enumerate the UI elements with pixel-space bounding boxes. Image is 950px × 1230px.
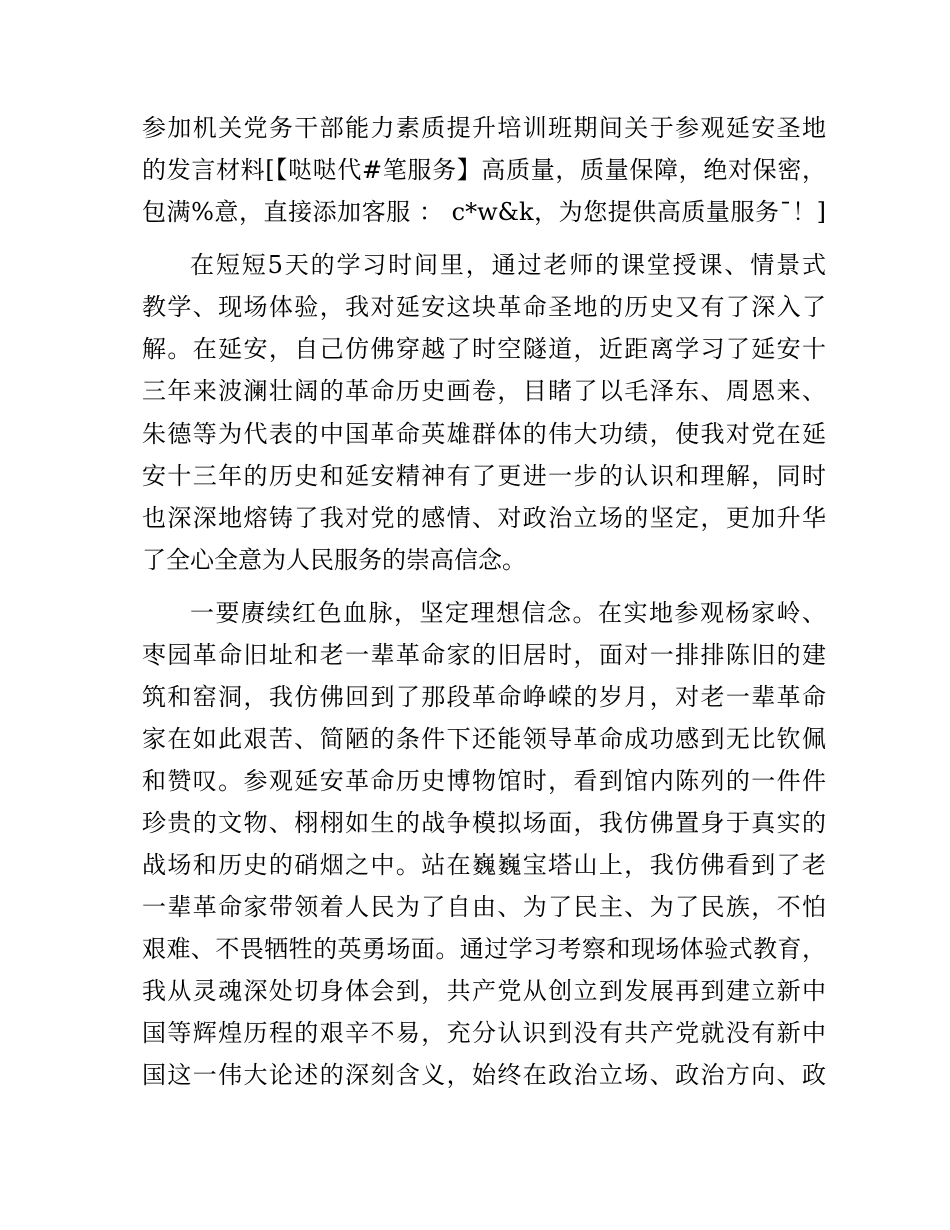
paragraph-line: 和赞叹。参观延安革命历史博物馆时，看到馆内陈列的一件件 [142, 767, 826, 795]
paragraph-line: 珍贵的文物、栩栩如生的战争模拟场面，我仿佛置身于真实的 [142, 809, 826, 837]
paragraph-line: 安十三年的历史和延安精神有了更进一步的认识和理解，同时 [142, 462, 826, 490]
paragraph-line: 家在如此艰苦、简陋的条件下还能领导革命成功感到无比钦佩 [142, 725, 826, 753]
title-line: 参加机关党务干部能力素质提升培训班期间关于参观延安圣地 [142, 114, 826, 142]
paragraph-line: 在短短5天的学习时间里，通过老师的课堂授课、情景式 [190, 251, 826, 279]
paragraph-line: 教学、现场体验，我对延安这块革命圣地的历史又有了深入了 [142, 293, 826, 321]
paragraph-line: 解。在延安，自己仿佛穿越了时空隧道，近距离学习了延安十 [142, 335, 826, 363]
paragraph-line: 一辈革命家带领着人民为了自由、为了民主、为了民族，不怕 [142, 893, 826, 921]
paragraph-line: 枣园革命旧址和老一辈革命家的旧居时，面对一排排陈旧的建 [142, 641, 826, 669]
title-line: 的发言材料[【哒哒代#笔服务】高质量，质量保障，绝对保密， [142, 156, 826, 184]
paragraph-line: 朱德等为代表的中国革命英雄群体的伟大功绩，使我对党在延 [142, 420, 826, 448]
paragraph-line: 也深深地熔铸了我对党的感情、对政治立场的坚定，更加升华 [142, 504, 826, 532]
paragraph-line: 我从灵魂深处切身体会到，共产党从创立到发展再到建立新中 [142, 977, 826, 1005]
title-line: 包满%意，直接添加客服 ： c*w&k，为您提供高质量服务¯！] [142, 198, 826, 226]
paragraph-line: 战场和历史的硝烟之中。站在巍巍宝塔山上，我仿佛看到了老 [142, 851, 826, 879]
paragraph-line: 一要赓续红色血脉，坚定理想信念。在实地参观杨家岭、 [190, 599, 826, 627]
paragraph-line: 三年来波澜壮阔的革命历史画卷，目睹了以毛泽东、周恩来、 [142, 377, 826, 405]
paragraph-line: 筑和窑洞，我仿佛回到了那段革命峥嵘的岁月，对老一辈革命 [142, 683, 826, 711]
paragraph-line: 国这一伟大论述的深刻含义，始终在政治立场、政治方向、政 [142, 1061, 826, 1089]
paragraph-line: 艰难、不畏牺牲的英勇场面。通过学习考察和现场体验式教育， [142, 935, 826, 963]
paragraph-line: 国等辉煌历程的艰辛不易，充分认识到没有共产党就没有新中 [142, 1019, 826, 1047]
paragraph-line: 了全心全意为人民服务的崇高信念。 [142, 546, 526, 574]
